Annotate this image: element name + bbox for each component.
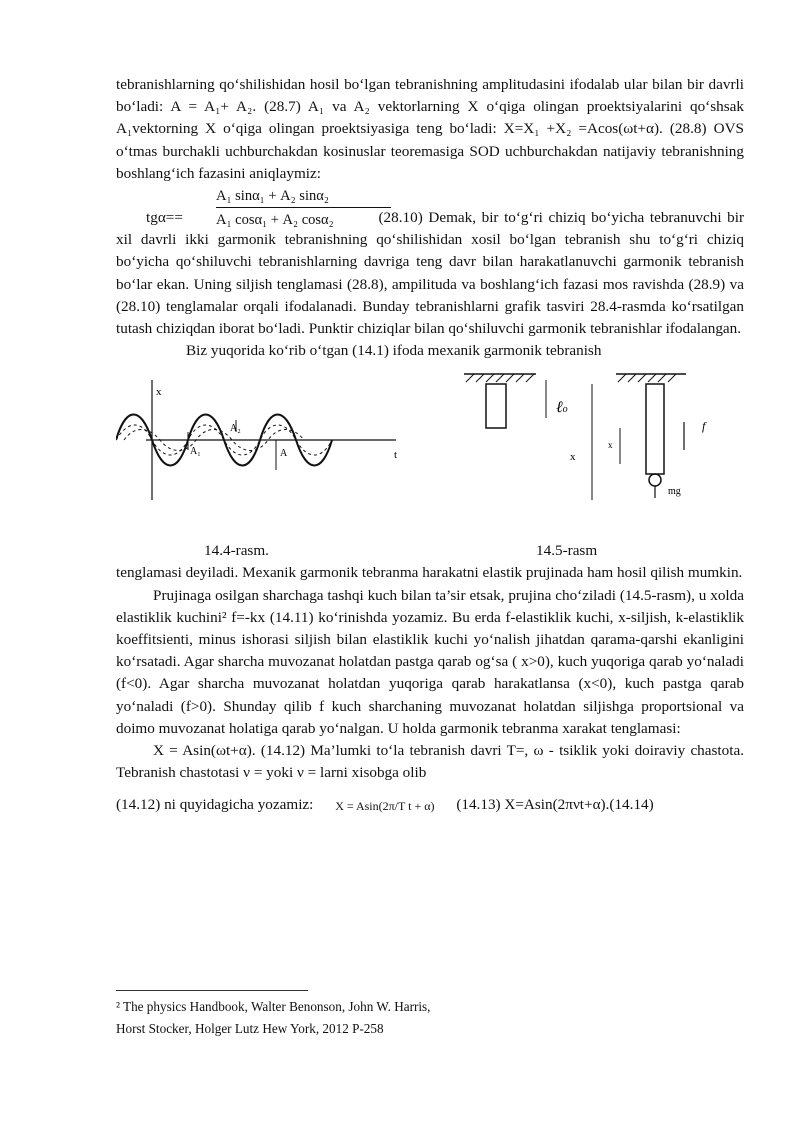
fig1-x-label: x xyxy=(156,386,162,399)
formula-14-13: X = Asin(2π/T t + α) xyxy=(335,798,435,813)
paragraph-2-text: (28.10) Demak, bir toʻgʻri chiziq boʻyicha tebranuvchi bir xil davrli ikki garmonik tebranishning qoʻshilishidan xosil boʻlgan tebranish shu toʻgʻri chiziq boʻyicha qoʻshiluvchi tebranishlarning davriga teng davr bilan harakatlanuvchi garmonik tebranish boʻlar ekan. Uning siljish tenglamasi (28.8), ampilituda va boshlangʻich fazasi mos ravishda (28.9) va (28.10) tenglamalar orqali ifodalanadi. Bunday tebranishlarni grafik tasviri 28.4-rasmda koʻrsatilgan tutash chiziqdan iborat boʻladi. Punktir chiziqlar bilan qoʻshiluvchi garmonik tebranishlar ifodalangan. xyxy=(116,209,745,338)
figures-row xyxy=(116,370,744,540)
fig2-mg-label: mg xyxy=(668,486,681,498)
fraction-line xyxy=(216,207,391,208)
figures-svg xyxy=(116,370,744,540)
ball xyxy=(649,474,661,486)
footnote-divider xyxy=(116,990,308,991)
tg-formula xyxy=(216,185,744,233)
fig1-a-label: A xyxy=(280,448,288,460)
ceiling-hatch-left xyxy=(466,374,534,382)
paragraph-7 xyxy=(116,794,744,817)
tg-label: tgα== xyxy=(146,209,183,227)
paragraph-6: X = Asin(ωt+α). (14.12) Ma’lumki toʻla tebranish davri T=, ω - tsiklik yoki doiraviy chastota. Tebranish chastotasi ν = yoki ν = larni xisobga olib xyxy=(116,742,744,782)
paragraph-3: Biz yuqorida koʻrib oʻtgan (14.1) ifoda mexanik garmonik tebranish xyxy=(186,342,602,360)
captions-row xyxy=(116,540,744,562)
caption-14-4: 14.4-rasm. xyxy=(204,542,269,560)
fig1-a1-label: A₁ xyxy=(190,446,201,458)
footnote-line-1: ² The physics Handbook, Walter Benonson, John W. Harris, xyxy=(116,999,431,1014)
fraction-numerator: A₁ sinα₁ + A₂ sinα₂ xyxy=(216,188,329,205)
page-body xyxy=(116,74,744,817)
caption-14-5: 14.5-rasm xyxy=(536,542,598,560)
footnote-line-2: Horst Stocker, Holger Lutz Hew York, 2012 P-258 xyxy=(116,1021,384,1036)
fig2-f-label: f xyxy=(702,419,706,434)
paragraph-4: tenglamasi deyiladi. Mexanik garmonik tebranma harakatni elastik prujinada ham hosil qilish mumkin. xyxy=(116,564,743,582)
fraction-denominator: A₁ cosα₁ + A₂ cosα₂ xyxy=(216,212,334,229)
fig1-t-label: t xyxy=(394,449,398,462)
fig1-a2-label: A₂ xyxy=(230,423,241,435)
figure-14-4 xyxy=(116,380,396,500)
spring-left xyxy=(486,384,506,428)
fig2-l0-label: ℓo xyxy=(556,399,568,417)
paragraph-7-text: (14.12) ni quyidagicha yozamiz: xyxy=(116,796,314,814)
fig2-x-label: x xyxy=(570,451,576,464)
paragraph-7-end: (14.13) X=Asin(2πνt+α).(14.14) xyxy=(456,796,654,814)
spring-right xyxy=(646,384,664,474)
figure-14-5 xyxy=(464,374,686,500)
ceiling-hatch-right xyxy=(618,374,676,382)
paragraph-5: Prujinaga osilgan sharchaga tashqi kuch bilan ta’sir etsak, prujina choʻziladi (14.5-rasm), u xolda elastiklik kuchini² f=-kx (14.11) koʻrinishda yozamiz. Bu erda f-elastiklik kuchi, x-siljish, k-elastiklik koeffitsienti, minus ishorasi siljish bilan elastiklik kuchi yoʻnalish jihatdan qarama-qarshi ekanligini koʻrsatadi. Agar sharcha muvozanat holatdan pastga qarab ogʻsa ( x>0), kuch yuqoriga qarab yoʻnaladi (f<0). Agar sharcha muvozanat holatdan yuqoriga qarab harakatlansa (x<0), kuch pastga qarab yoʻnaladi (f>0). Shunday qilib f kuch sharchaning muvozanat holatdan siljishga proportsional va doimo muvozanat holatiga qarab yoʻnalgan. U holda garmonik tebranma xarakat tenglamasi: xyxy=(116,586,744,737)
footnote xyxy=(116,996,430,1040)
paragraph-1: tebranishlarning qoʻshilishidan hosil boʻlgan tebranishning amplitudasini ifodalab ular bilan bir davrli boʻladi: A = A₁+ A₂. (28.7) A₁ va A₂ vektorlarning X oʻqiga olingan proektsiyalarini qoʻshsak A₁vektorning X oʻqiga olingan proektsiyasiga teng boʻladi: X=X₁ +X₂ =Acos(ωt+α). (28.8) OVS oʻtmas burchakli uchburchakdan kosinuslar teoremasiga SOD uchburchakdan natijaviy tebranishning boshlangʻich fazasini aniqlaymiz: xyxy=(116,76,744,182)
fig2-x2-label: x xyxy=(608,440,613,451)
